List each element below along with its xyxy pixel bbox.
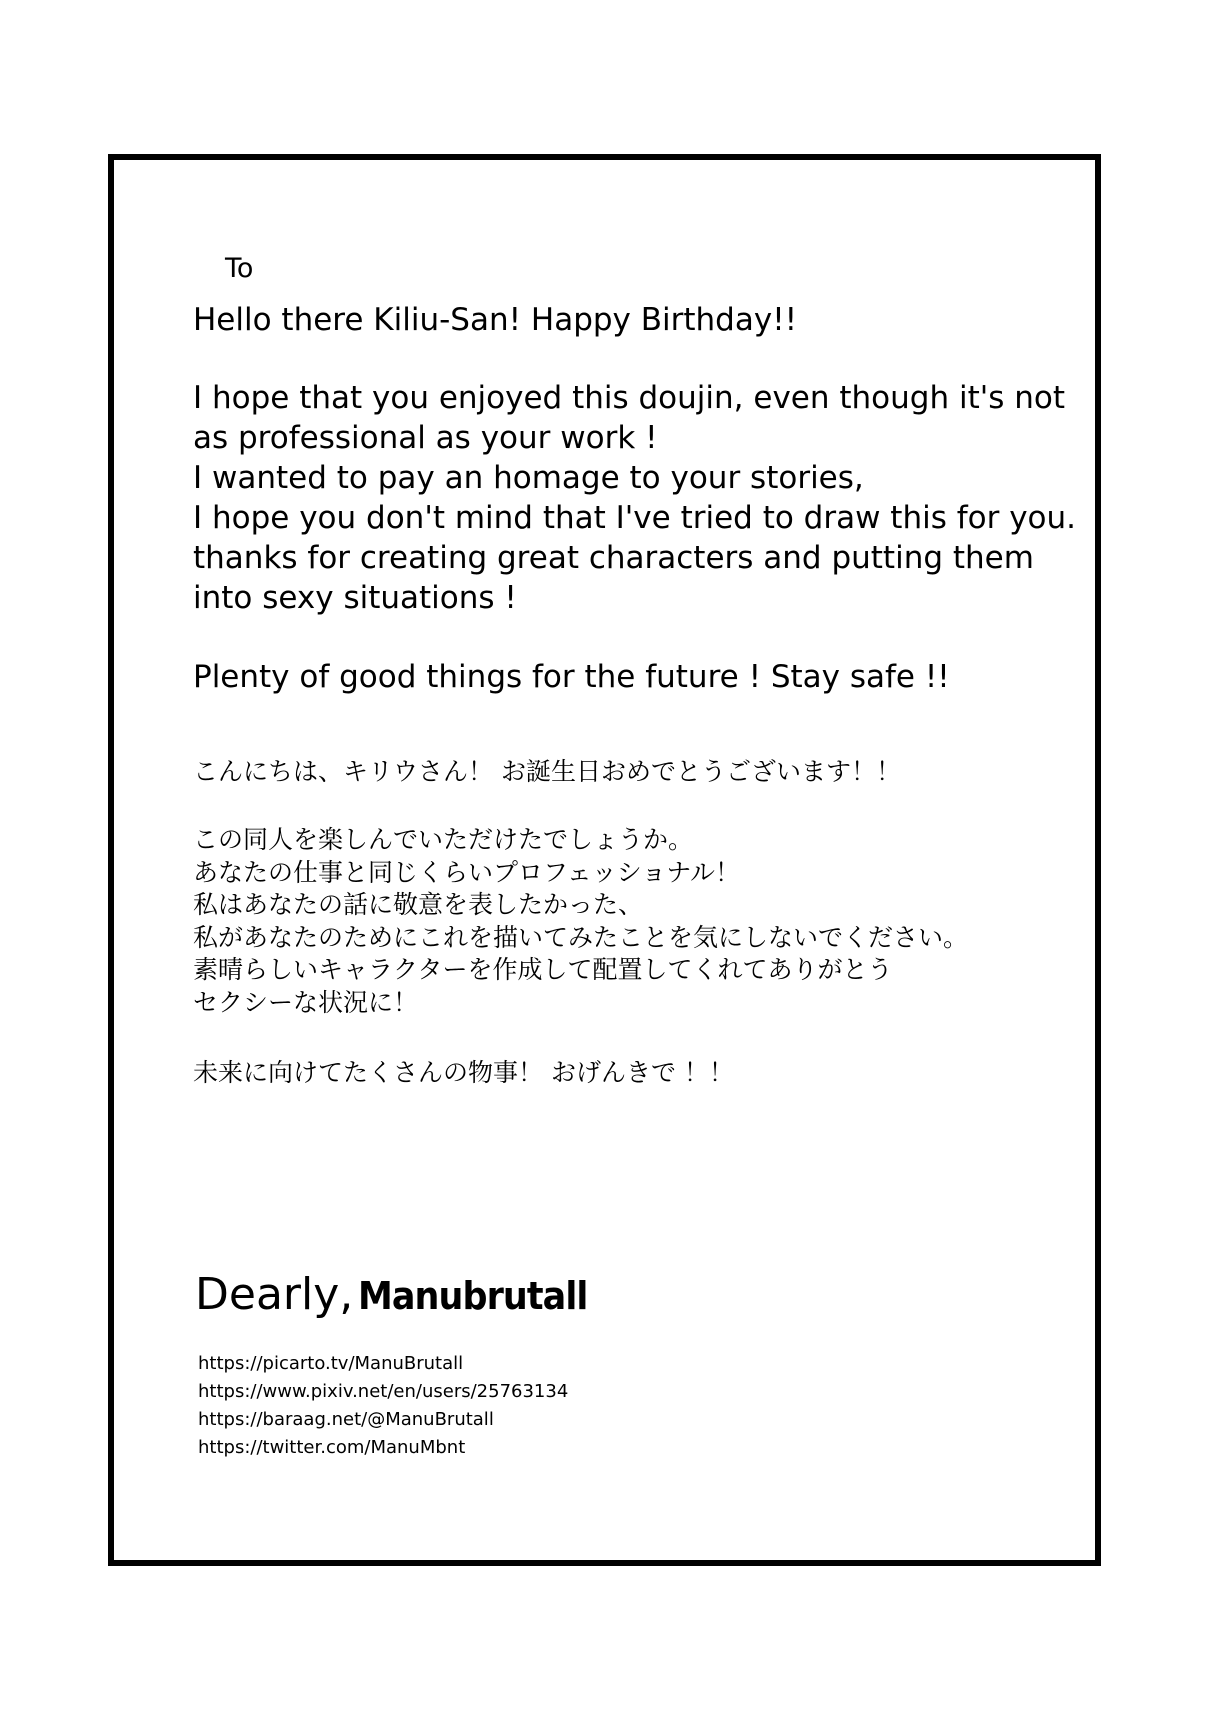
japanese-body-line: 素晴らしいキャラクターを作成して配置してくれてありがとう: [193, 955, 893, 984]
japanese-closing: 未来に向けてたくさんの物事！ おげんきで ！！: [193, 1058, 734, 1087]
link-pixiv: https://www.pixiv.net/en/users/25763134: [198, 1381, 569, 1402]
english-greeting: Hello there Kiliu-San! Happy Birthday!!: [193, 302, 798, 338]
signature-salutation: Dearly,: [195, 1269, 354, 1320]
artist-links-list: [198, 1350, 568, 1462]
letter-recipient-label: To: [225, 253, 254, 284]
link-picarto: https://picarto.tv/ManuBrutall: [198, 1353, 464, 1374]
japanese-greeting: こんにちは、キリウさん！ お誕生日おめでとうございます！！: [193, 757, 901, 786]
english-body-line: I wanted to pay an homage to your stories,: [193, 460, 864, 496]
japanese-body-line: あなたの仕事と同じくらいプロフェッショナル！: [193, 857, 741, 887]
link-twitter: https://twitter.com/ManuMbnt: [198, 1437, 466, 1458]
english-body-line: I hope you don't mind that I've tried to draw this for you.: [193, 500, 1077, 536]
japanese-body-line: 私はあなたの話に敬意を表したかった、: [193, 890, 644, 919]
english-body-line: thanks for creating great characters and putting them: [193, 540, 1034, 576]
english-body: [193, 378, 1076, 618]
english-body-line: as professional as your work !: [193, 420, 658, 456]
japanese-body: [193, 824, 968, 1019]
signature-artist-name: Manubrutall: [358, 1274, 588, 1318]
english-body-line: I hope that you enjoyed this doujin, even though it's not: [193, 380, 1066, 416]
japanese-body-line: この同人を楽しんでいただけたでしょうか。: [193, 825, 694, 854]
japanese-body-line: セクシーな状況に！: [193, 987, 419, 1017]
japanese-body-line: 私があなたのためにこれを描いてみたことを気にしないでください。: [193, 922, 969, 952]
link-baraag: https://baraag.net/@ManuBrutall: [198, 1409, 494, 1430]
english-body-line: into sexy situations !: [193, 580, 517, 616]
signature-block: [195, 1268, 608, 1322]
english-closing: Plenty of good things for the future ! Stay safe !!: [193, 659, 950, 695]
